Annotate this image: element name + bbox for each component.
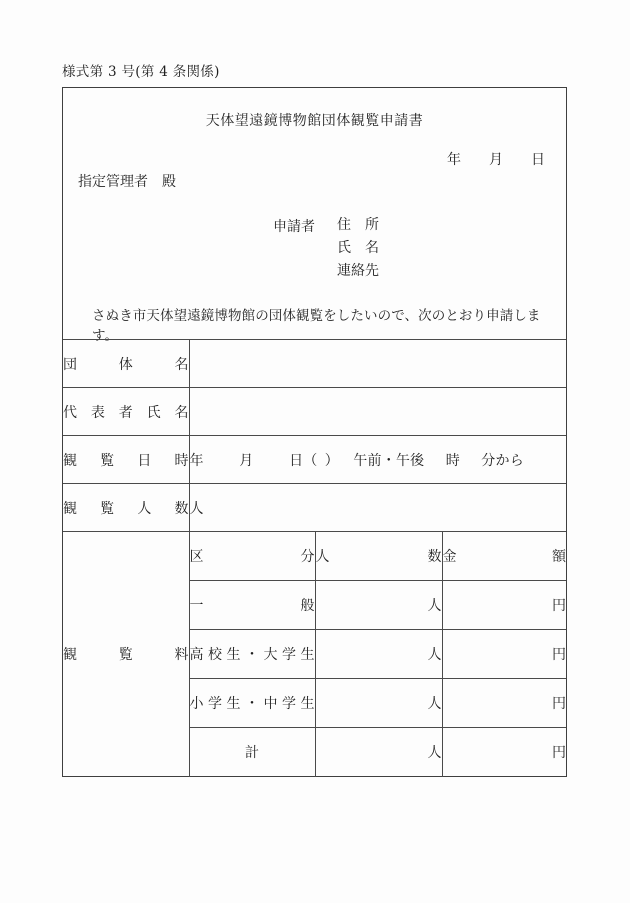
fee-category-total: 計 [189,728,315,777]
applicant-name-label: 氏 名 [337,240,379,256]
addressee-label: 指定管理者 殿 [78,174,176,190]
viewing-count-blank-cell: 人 [189,484,566,532]
fee-count-highschool-university: 人 [315,630,442,679]
fee-category-elementary-junior: 小学生・中学生 [189,679,315,728]
fee-amount-total: 円 [442,728,566,777]
viewing-datetime-blank-cell: 年 月 日（ ） 午前・午後 時 分から [189,436,566,484]
form-border-box [62,87,567,777]
fee-column-category: 区分 [189,532,315,581]
row-representative-name [63,388,566,436]
fee-amount-highschool-university: 円 [442,630,566,679]
fee-count-elementary-junior: 人 [315,679,442,728]
fee-column-count: 人数 [315,532,442,581]
fee-amount-general: 円 [442,581,566,630]
application-table [63,339,566,777]
row-viewing-count [63,484,566,532]
statement-text: さぬき市天体望遠鏡博物館の団体観覧をしたいので、次のとおり申請します。 [92,308,541,344]
representative-name-label: 代表者氏名 [63,388,189,436]
viewing-datetime-label: 観覧日時 [63,436,189,484]
date-blank-field: 年 月 日 [447,152,545,168]
representative-name-blank-cell [189,388,566,436]
applicant-fields [337,216,379,285]
row-viewing-datetime [63,436,566,484]
fee-column-amount: 金額 [442,532,566,581]
viewing-count-label: 観覧人数 [63,484,189,532]
fee-header-row [63,532,566,581]
fee-amount-elementary-junior: 円 [442,679,566,728]
fee-category-highschool-university: 高校生・大学生 [189,630,315,679]
applicant-address-label: 住 所 [337,217,379,233]
fee-count-total: 人 [315,728,442,777]
group-name-label: 団体名 [63,340,189,388]
row-group-name [63,340,566,388]
fee-category-general: 一般 [189,581,315,630]
form-number-label: 様式第 3 号(第 4 条関係) [62,64,220,80]
applicant-contact-label: 連絡先 [337,263,379,279]
group-name-blank-cell [189,340,566,388]
viewing-fee-label: 観覧料 [63,532,189,777]
fee-count-general: 人 [315,581,442,630]
form-title: 天体望遠鏡博物館団体観覧申請書 [205,113,424,129]
applicant-label: 申請者 [273,219,315,235]
